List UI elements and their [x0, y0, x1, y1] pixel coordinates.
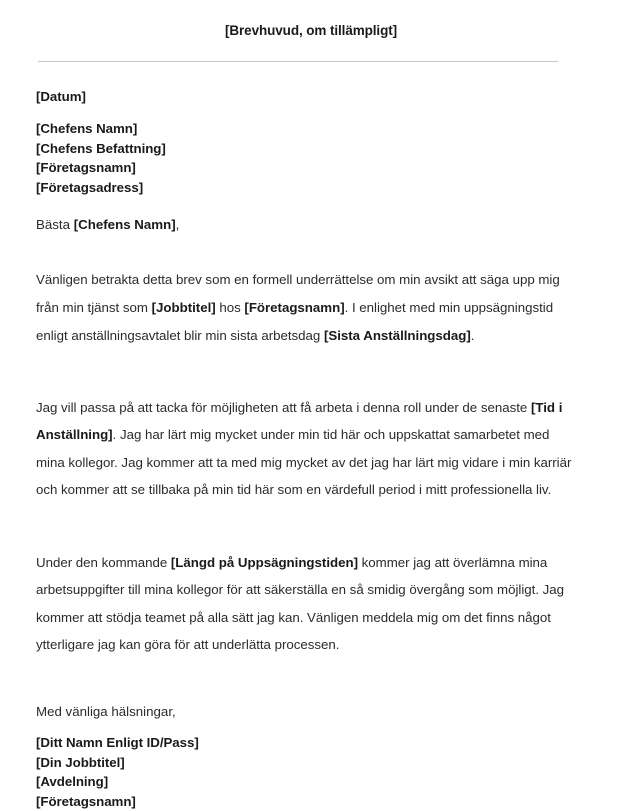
recipient-manager-title: [Chefens Befattning] [36, 140, 166, 156]
paragraph1-text-part2: hos [215, 299, 245, 315]
recipient-company-address: [Företagsadress] [36, 179, 144, 195]
paragraph1-company-placeholder: [Företagsnamn] [244, 299, 345, 315]
recipient-address-block [36, 119, 580, 197]
spacer [36, 62, 580, 87]
signature-block [36, 733, 580, 811]
spacer [36, 106, 580, 119]
spacer [36, 362, 580, 380]
spacer [36, 197, 580, 215]
salutation-manager-placeholder: [Chefens Namn] [73, 217, 176, 233]
signature-department: [Avdelning] [36, 774, 109, 790]
paragraph2-text-part2: . Jag har lärt mig mycket under min tid här och uppskattat samarbetet med mina kollegor. Jag kommer att ta med mig mycket av det jag har lärt mig vidare i min karriär och kommer att se tillbaka på min tid här som en värdefull period i mitt professionella liv. [36, 427, 572, 498]
date-placeholder: [Datum] [36, 89, 86, 104]
body-paragraph-notice [36, 266, 576, 349]
salutation-prefix: Bästa [36, 217, 74, 233]
paragraph1-last-day-placeholder: [Sista Anställningsdag] [323, 327, 471, 343]
paragraph1-text-part3: . I enlighet med min uppsägningstid enligt anställningsavtalet blir min sista arbetsdag [36, 299, 554, 343]
paragraph2-text-part1: Jag vill passa på att tacka för möjligheten att få arbeta i denna roll under de senaste [36, 399, 531, 415]
signature-company: [Företagsnamn] [36, 793, 136, 809]
paragraph3-notice-period-placeholder: [Längd på Uppsägningstiden] [170, 554, 358, 570]
spacer [36, 235, 580, 253]
recipient-company-name: [Företagsnamn] [36, 160, 136, 176]
salutation-line [36, 215, 580, 235]
spacer [36, 517, 580, 535]
paragraph3-text-part1: Under den kommande [36, 554, 171, 570]
letterhead-title: [Brevhuvud, om tillämpligt] [224, 23, 398, 38]
signature-full-name: [Ditt Namn Enligt ID/Pass] [36, 735, 199, 751]
recipient-manager-name: [Chefens Namn] [36, 121, 138, 137]
paragraph1-text-part1: Vänligen betrakta detta brev som en formell underrättelse om min avsikt att säga upp mig från min tjänst som [36, 272, 560, 315]
paragraph2-tenure-placeholder: [Tid i Anställning] [36, 399, 563, 443]
body-paragraph-gratitude [36, 394, 576, 504]
signature-job-title: [Din Jobbtitel] [36, 754, 125, 770]
spacer [36, 722, 580, 733]
spacer [36, 672, 580, 702]
paragraph3-text-part2: kommer jag att överlämna mina arbetsuppgifter till mina kollegor för att säkerställa en så smidig övergång som möjligt. Jag kommer att stödja teamet på alla sätt jag kan. Vänligen meddela mig om det finns något ytterligare jag kan göra för att underlätta processen. [36, 554, 565, 653]
salutation-suffix: , [175, 217, 180, 233]
body-paragraph-transition [36, 549, 576, 659]
paragraph1-text-part4: . [470, 327, 475, 343]
paragraph1-job-title-placeholder: [Jobbtitel] [151, 299, 216, 315]
closing-line: Med vänliga hälsningar, [36, 704, 176, 720]
